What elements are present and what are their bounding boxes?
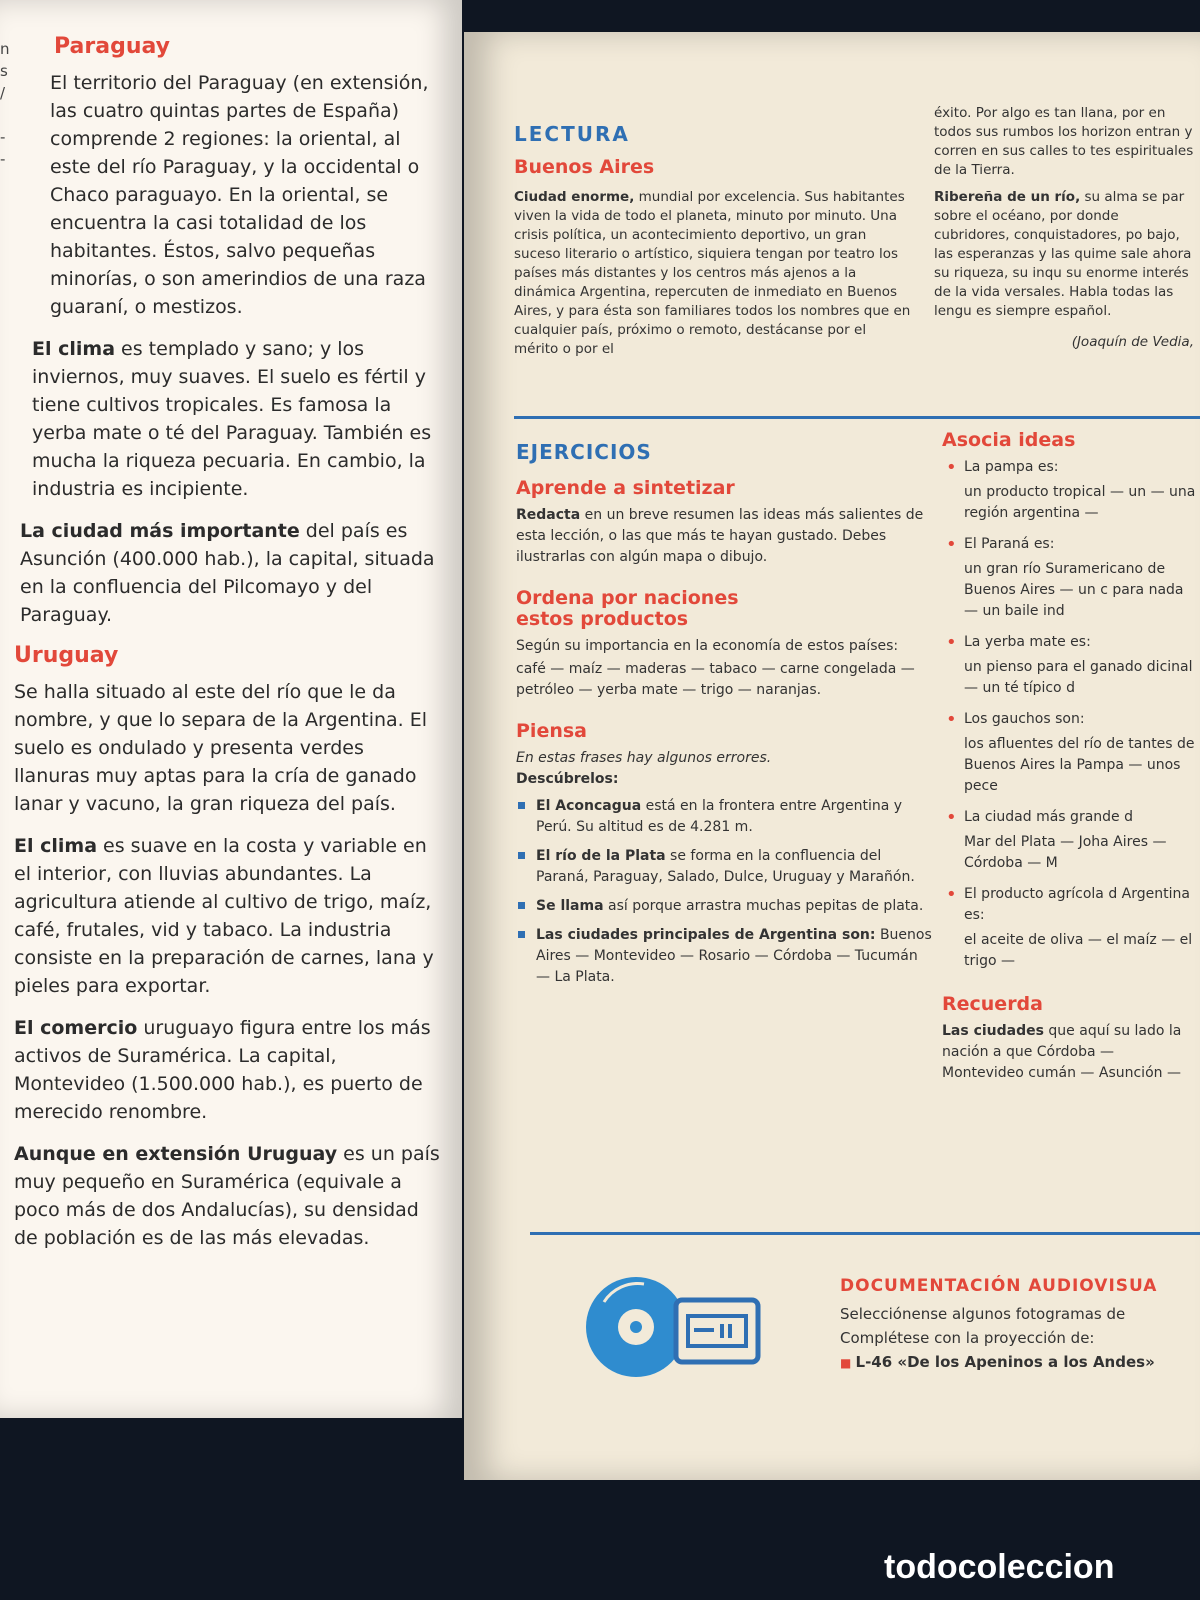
left-page-content <box>14 28 444 1266</box>
lectura-right-paragraph <box>934 188 1194 321</box>
list-item <box>516 796 936 838</box>
asocia-list <box>942 457 1200 972</box>
uruguay-paragraph-3 <box>14 1014 444 1126</box>
lectura-text <box>514 188 914 359</box>
recuerda-block <box>942 994 1200 1084</box>
paragraph-lead: La ciudad más importante <box>20 520 300 542</box>
paragraph-lead: El clima <box>14 835 98 857</box>
sintetizar-text <box>516 505 936 568</box>
piensa-title: Piensa <box>516 720 587 742</box>
list-item <box>942 534 1200 622</box>
uruguay-paragraph-1: Se halla situado al este del río que le da nombre, y que lo separa de la Argentina. El suelo es ondulado y presenta verdes llanuras muy aptas para la cría de ganado lanar y vacuno, la gran riqueza del país. <box>14 681 428 815</box>
documentacion-item: ■ L-46 «De los Apeninos a los Andes» <box>840 1350 1200 1375</box>
piensa-block <box>516 721 936 988</box>
audiovisual-icon <box>584 1272 764 1382</box>
recuerda-lead: Las ciudades <box>942 1023 1044 1039</box>
edge-letter: - <box>0 128 6 146</box>
ordena-block <box>516 588 936 701</box>
paragraph-text: es un país muy pequeño en Suramérica (equivale a poco más de dos Andalucías), su densidad de población es de las más elevadas. <box>14 1143 440 1249</box>
right-page-content <box>464 32 1200 1480</box>
ordena-title: Ordena por naciones estos productos <box>516 587 739 630</box>
paragraph-lead: El clima <box>32 338 116 360</box>
lectura-title: Buenos Aires <box>514 156 655 178</box>
paragraph-text: es templado y sano; y los inviernos, muy suaves. El suelo es fértil y tiene cultivos tropicales. Es famosa la yerba mate o té del Paraguay. También es mucha la riqueza pecuaria. En cambio, la industria es incipiente. <box>32 338 432 500</box>
sintetizar-block <box>516 478 936 568</box>
ejercicios-column <box>516 478 936 1008</box>
lectura-right-lead: Ribereña de un río, <box>934 189 1081 205</box>
right-page <box>464 32 1200 1480</box>
ordena-list: café — maíz — maderas — tabaco — carne congelada — petróleo — yerba mate — trigo — naranjas. <box>516 661 915 698</box>
lectura-right-body: su alma se par sobre el océano, por donde cubridores, conquistadores, po bajo, las esperanzas y las quime sale ahora su riqueza, su inqu su enorme interés de la vida versales. Habla todas las lengu es siempre español. <box>934 189 1192 319</box>
uruguay-paragraph-2 <box>14 832 444 1000</box>
uruguay-paragraph-4 <box>14 1140 444 1252</box>
edge-letter: - <box>0 150 6 168</box>
item-options: un gran río Suramericano de Buenos Aires — un c para nada — un baile ind <box>964 561 1184 619</box>
list-item <box>942 709 1200 797</box>
sintetizar-body: en un breve resumen las ideas más salientes de esta lección, o las que más te hayan gustado. Debes ilustrarlas con algún mapa o dibujo. <box>516 507 924 565</box>
watermark-logo: todocoleccion <box>884 1548 1115 1586</box>
paragraph-text: del país es Asunción (400.000 hab.), la capital, situada en la confluencia del Pilcomayo y del Paraguay. <box>20 520 435 626</box>
list-item <box>516 896 936 917</box>
lectura-lead: Ciudad enorme, <box>514 189 635 205</box>
item-question: El producto agrícola d Argentina es: <box>964 886 1190 923</box>
recuerda-text <box>942 1021 1200 1084</box>
paraguay-paragraph-3 <box>14 517 444 629</box>
item-options: el aceite de oliva — el maíz — el trigo — <box>964 932 1193 969</box>
piensa-list <box>516 796 936 988</box>
top-divider <box>514 416 1200 419</box>
paraguay-heading: Paraguay <box>54 34 170 59</box>
item-text: Buenos Aires — Montevideo — Rosario — Córdoba — Tucumán — La Plata. <box>536 927 932 985</box>
lectura-continuation <box>934 104 1194 352</box>
paragraph-text: uruguayo figura entre los más activos de Suramérica. La capital, Montevideo (1.500.000 hab.), es puerto de merecido renombre. <box>14 1017 431 1123</box>
paragraph-lead: El comercio <box>14 1017 138 1039</box>
ordena-intro: Según su importancia en la economía de estos países: <box>516 638 899 654</box>
piensa-intro: En estas frases hay algunos errores. <box>516 750 772 766</box>
bottom-divider <box>530 1232 1200 1235</box>
recuerda-title: Recuerda <box>942 993 1043 1015</box>
list-item <box>942 884 1200 972</box>
paragraph-lead: Aunque en extensión Uruguay <box>14 1143 338 1165</box>
list-item <box>942 807 1200 874</box>
item-options: los afluentes del río de tantes de Buenos Aires la Pampa — unos pece <box>964 736 1195 794</box>
documentacion-block <box>840 1274 1200 1375</box>
list-item <box>516 925 936 988</box>
documentacion-title: DOCUMENTACIÓN AUDIOVISUA <box>840 1276 1158 1296</box>
asocia-title: Asocia ideas <box>942 429 1076 451</box>
documentacion-line-2: Complétese con la proyección de: <box>840 1329 1095 1347</box>
edge-letter: / <box>0 84 6 102</box>
lectura-right-text: éxito. Por algo es tan llana, por en todos sus rumbos los horizon entran y corren en sus calles to tes espirituales de la Tierra. <box>934 105 1194 178</box>
list-item <box>942 632 1200 699</box>
list-item <box>942 457 1200 524</box>
piensa-ask: Descúbrelos: <box>516 771 619 787</box>
uruguay-heading: Uruguay <box>14 643 119 668</box>
item-question: La ciudad más grande d <box>964 809 1133 825</box>
edge-letters <box>0 38 14 170</box>
item-question: El Paraná es: <box>964 536 1055 552</box>
item-question: La yerba mate es: <box>964 634 1091 650</box>
item-text: está en la frontera entre Argentina y Perú. Su altitud es de 4.281 m. <box>536 798 903 835</box>
paraguay-paragraph-2 <box>14 335 444 503</box>
item-text: se forma en la confluencia del Paraná, Paraguay, Salado, Dulce, Uruguay y Marañón. <box>536 848 915 885</box>
lectura-heading: LECTURA <box>514 122 630 146</box>
item-text: así porque arrastra muchas pepitas de plata. <box>603 898 924 914</box>
paragraph-text: es suave en la costa y variable en el interior, con lluvias abundantes. La agricultura atiende al cultivo de trigo, maíz, café, frutales, vid y tabaco. La industria consiste en la preparación de carnes, lana y pieles para exportar. <box>14 835 434 997</box>
side-column <box>942 430 1200 1084</box>
item-question: La pampa es: <box>964 459 1059 475</box>
item-lead: Las ciudades principales de Argentina son: <box>536 927 876 943</box>
documentacion-line-1: Selecciónense algunos fotogramas de <box>840 1305 1126 1323</box>
left-page <box>0 0 462 1418</box>
paraguay-paragraph-1: El territorio del Paraguay (en extensión, las cuatro quintas partes de España) comprende 2 regiones: la oriental, al este del río Paraguay, y la occidental o Chaco paraguayo. En la oriental, se encuentra la casi totalidad de los habitantes. Éstos, salvo pequeñas minorías, o son amerindios de una raza guaraní, o mestizos. <box>50 72 429 318</box>
lectura-author: (Joaquín de Vedia, <box>1071 334 1194 350</box>
edge-letter: s <box>0 62 8 80</box>
recuerda-body: que aquí su lado la nación a que Córdoba — Montevideo cumán — Asunción — <box>942 1023 1182 1081</box>
item-options: Mar del Plata — Joha Aires — Córdoba — M <box>964 834 1167 871</box>
edge-letter: n <box>0 40 10 58</box>
item-question: Los gauchos son: <box>964 711 1085 727</box>
ejercicios-heading: EJERCICIOS <box>516 440 652 464</box>
item-lead: Se llama <box>536 898 604 914</box>
item-options: un pienso para el ganado dicinal — un té típico d <box>964 659 1193 696</box>
sintetizar-lead: Redacta <box>516 507 581 523</box>
list-item <box>516 846 936 888</box>
item-lead: El Aconcagua <box>536 798 642 814</box>
item-lead: El río de la Plata <box>536 848 666 864</box>
lectura-body: mundial por excelencia. Sus habitantes viven la vida de todo el planeta, minuto por minuto. Una crisis política, un acontecimiento deportivo, un gran suceso literario o artístico, siquiera tengan por teatro los países más distantes y los centros más ajenos a la dinámica Argentina, repercuten de inmediato en Buenos Aires, y para ésta son familiares todos los nombres que en cualquier país, próximo o remoto, destácanse por el mérito o por el <box>514 189 911 357</box>
item-options: un producto tropical — un — una región argentina — <box>964 484 1196 521</box>
sintetizar-title: Aprende a sintetizar <box>516 477 735 499</box>
